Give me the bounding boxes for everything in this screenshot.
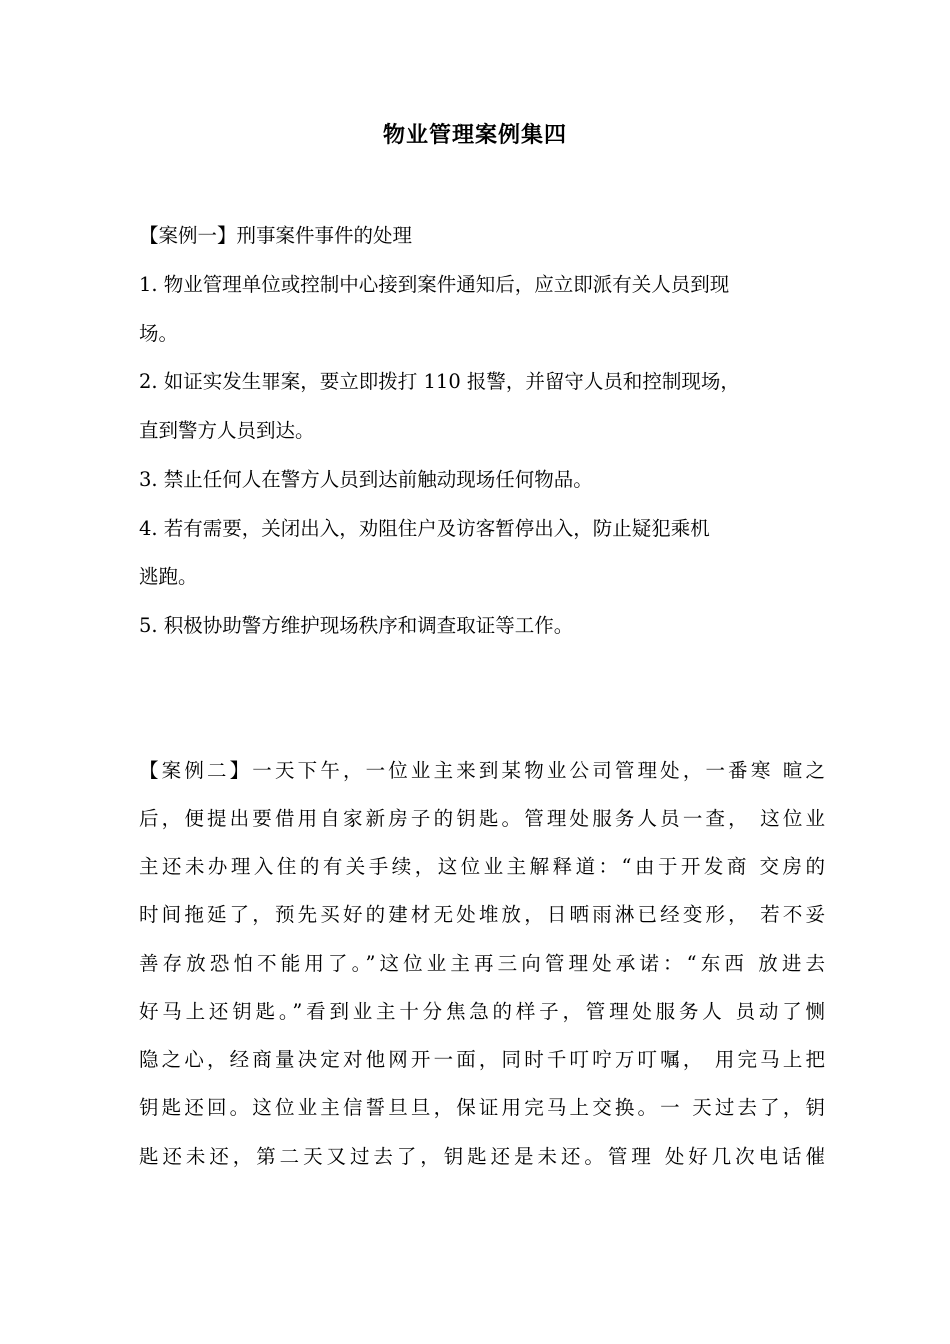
case-two-line-4: 时间拖延了，预先买好的建材无处堆放，日晒雨淋已经变形， 若不妥 [139,903,825,926]
case-one-line-7: 逃跑。 [139,565,198,588]
case-one-line-6: 4. 若有需要，关闭出入，劝阻住户及访客暂停出入，防止疑犯乘机 [139,517,710,540]
case-one-line-3: 2. 如证实发生罪案，要立即拨打 110 报警，并留守人员和控制现场， [139,370,740,393]
case-two-line-7: 隐之心，经商量决定对他网开一面，同时千叮咛万叮嘱， 用完马上把 [139,1048,825,1071]
case-one-line-4: 直到警方人员到达。 [139,419,315,442]
case-one-line-1: 1. 物业管理单位或控制中心接到案件通知后，应立即派有关人员到现 [139,273,730,296]
case-one-line-5: 3. 禁止任何人在警方人员到达前触动现场任何物品。 [139,468,593,491]
case-two-line-6: 好马上还钥匙。”看到业主十分焦急的样子，管理处服务人 员动了恻 [139,1000,825,1023]
case-two-line-1: 【案例二】一天下午，一位业主来到某物业公司管理处，一番寒 暄之 [139,759,825,782]
case-two-line-2: 后，便提出要借用自家新房子的钥匙。管理处服务人员一查， 这位业 [139,807,825,830]
case-one-line-8: 5. 积极协助警方维护现场秩序和调查取证等工作。 [139,614,574,637]
case-two-line-8: 钥匙还回。这位业主信誓旦旦，保证用完马上交换。一 天过去了，钥 [139,1096,825,1119]
case-one-heading: 【案例一】刑事案件事件的处理 [139,224,413,247]
case-two-line-5: 善存放恐怕不能用了。”这位业主再三向管理处承诺：“东西 放进去 [139,952,825,975]
case-two-line-9: 匙还未还，第二天又过去了，钥匙还是未还。管理 处好几次电话催 [139,1145,825,1168]
page-title: 物业管理案例集四 [382,123,567,148]
case-one-line-2: 场。 [139,322,179,345]
case-two-line-3: 主还未办理入住的有关手续，这位业主解释道：“由于开发商 交房的 [139,855,825,878]
